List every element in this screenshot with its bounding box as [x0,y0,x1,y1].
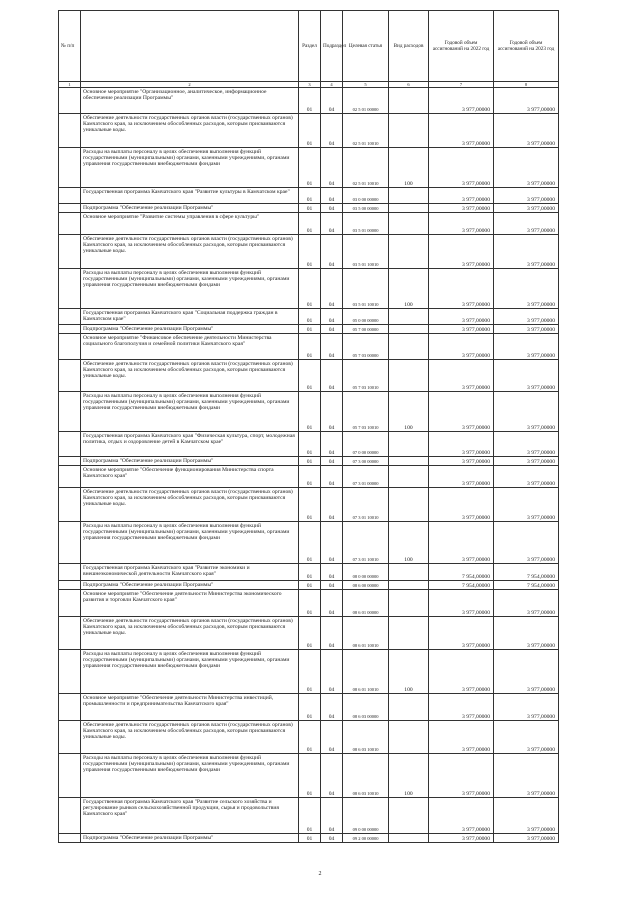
row-podrazdel: 04 [321,309,343,325]
col-header-name [81,11,299,82]
row-tselevaya: 08 0 00 00000 [343,564,389,581]
column-number: 3 [299,82,321,88]
row-num [59,213,81,235]
row-amount-2023: 3 977,00000 [494,466,559,488]
row-name: Обеспечение деятельности государственных органов власти (государственных органов) Камчатского края, за исключением обособленных расходов, которым присваиваются уникальные коды. [81,617,299,650]
row-vid [389,457,429,466]
row-amount-2022: 3 977,00000 [429,148,494,188]
table-header-row [59,11,559,82]
row-name: Обеспечение деятельности государственных органов власти (государственных органов) Камчатского края, за исключением обособленных расходов, которым присваиваются уникальные коды. [81,235,299,269]
row-tselevaya: 02 5 01 00000 [343,88,389,114]
row-num [59,392,81,432]
row-name: Основное мероприятие "Развитие системы управления в сфере культуры" [81,213,299,235]
table-row [59,392,559,432]
table-row [59,466,559,488]
row-tselevaya: 03 5 01 10010 [343,269,389,309]
row-name: Основное мероприятие "Организационное, аналитическое, информационное обеспечение реализации Программы" [81,88,299,114]
row-podrazdel: 04 [321,488,343,522]
row-num [59,204,81,213]
row-podrazdel: 04 [321,581,343,590]
row-amount-2022: 3 977,00000 [429,235,494,269]
column-number: 6 [389,82,429,88]
row-tselevaya: 07 0 00 00000 [343,432,389,457]
row-amount-2023: 3 977,00000 [494,488,559,522]
row-num [59,457,81,466]
row-vid [389,694,429,721]
row-tselevaya: 07 3 00 00000 [343,457,389,466]
row-name: Расходы на выплаты персоналу в целях обеспечения выполнения функций государственными (муниципальными) органами, казенными учреждениями, органами управления государственными внебюджетными фондами [81,754,299,798]
row-amount-2023: 3 977,00000 [494,360,559,392]
row-podrazdel: 04 [321,188,343,204]
row-tselevaya: 05 7 00 00000 [343,325,389,334]
row-vid [389,590,429,617]
row-num [59,148,81,188]
row-amount-2022: 3 977,00000 [429,360,494,392]
row-amount-2022: 3 977,00000 [429,466,494,488]
row-podrazdel: 04 [321,834,343,843]
row-amount-2022: 3 977,00000 [429,188,494,204]
row-razdel: 01 [299,754,321,798]
row-podrazdel: 04 [321,334,343,360]
row-tselevaya: 07 3 01 10010 [343,522,389,564]
row-razdel: 01 [299,617,321,650]
row-vid [389,114,429,148]
row-amount-2022: 3 977,00000 [429,617,494,650]
row-podrazdel: 04 [321,798,343,834]
row-num [59,522,81,564]
row-razdel: 01 [299,325,321,334]
row-num [59,325,81,334]
col-header-razdel: Раздел [299,11,321,82]
row-podrazdel: 04 [321,564,343,581]
row-amount-2023: 7 954,00000 [494,581,559,590]
row-name: Государственная программа Камчатского края "Социальная поддержка граждан в Камчатском крае" [81,309,299,325]
row-name: Обеспечение деятельности государственных органов власти (государственных органов) Камчатского края, за исключением обособленных расходов, которым присваиваются уникальные коды. [81,360,299,392]
row-name: Подпрограмма "Обеспечение реализации Программы" [81,581,299,590]
row-amount-2022: 7 954,00000 [429,581,494,590]
row-amount-2023: 3 977,00000 [494,269,559,309]
row-tselevaya: 08 6 00 00000 [343,581,389,590]
row-razdel: 01 [299,522,321,564]
row-amount-2022: 3 977,00000 [429,325,494,334]
page-number: 2 [318,871,322,877]
row-amount-2023: 3 977,00000 [494,88,559,114]
table-row [59,188,559,204]
row-vid [389,235,429,269]
row-razdel: 01 [299,721,321,754]
row-name: Расходы на выплаты персоналу в целях обеспечения выполнения функций государственными (муниципальными) органами, казенными учреждениями, органами управления государственными внебюджетными фондами [81,148,299,188]
table-row [59,650,559,694]
row-num [59,834,81,843]
row-amount-2022: 3 977,00000 [429,88,494,114]
row-vid [389,204,429,213]
row-tselevaya: 03 5 01 00000 [343,213,389,235]
row-tselevaya: 05 7 03 00000 [343,334,389,360]
col-header-2022: Годовой объем ассигнований на 2022 год [429,11,494,82]
row-vid [389,360,429,392]
row-num [59,617,81,650]
table-row [59,721,559,754]
row-num [59,488,81,522]
row-amount-2022: 3 977,00000 [429,798,494,834]
col-header-vid: Вид расходов [389,11,429,82]
row-num [59,269,81,309]
row-tselevaya: 08 6 03 10010 [343,754,389,798]
row-razdel: 01 [299,457,321,466]
row-vid [389,488,429,522]
row-name: Расходы на выплаты персоналу в целях обеспечения выполнения функций государственными (муниципальными) органами, казенными учреждениями, органами управления государственными внебюджетными фондами [81,269,299,309]
row-amount-2023: 3 977,00000 [494,309,559,325]
row-amount-2023: 3 977,00000 [494,432,559,457]
row-razdel: 01 [299,432,321,457]
row-tselevaya: 05 7 03 10010 [343,392,389,432]
table-row [59,88,559,114]
row-podrazdel: 04 [321,114,343,148]
row-tselevaya: 08 6 01 10010 [343,650,389,694]
row-podrazdel: 04 [321,148,343,188]
row-razdel: 01 [299,392,321,432]
row-razdel: 01 [299,213,321,235]
row-vid [389,721,429,754]
row-vid [389,325,429,334]
row-razdel: 01 [299,564,321,581]
row-amount-2022: 3 977,00000 [429,392,494,432]
row-name: Расходы на выплаты персоналу в целях обеспечения выполнения функций государственными (муниципальными) органами, казенными учреждениями, органами управления государственными внебюджетными фондами [81,522,299,564]
row-podrazdel: 04 [321,457,343,466]
column-number: 5 [343,82,389,88]
row-vid: 100 [389,269,429,309]
row-tselevaya: 05 7 03 10010 [343,360,389,392]
table-row [59,235,559,269]
table-row [59,581,559,590]
row-tselevaya: 08 6 03 10010 [343,721,389,754]
table-row [59,754,559,798]
row-razdel: 01 [299,269,321,309]
row-name: Расходы на выплаты персоналу в целях обеспечения выполнения функций государственными (муниципальными) органами, казенными учреждениями, органами управления государственными внебюджетными фондами [81,650,299,694]
row-razdel: 01 [299,334,321,360]
budget-table [58,10,559,843]
row-num [59,114,81,148]
row-tselevaya: 08 6 01 10010 [343,617,389,650]
table-row [59,590,559,617]
row-podrazdel: 04 [321,590,343,617]
row-podrazdel: 04 [321,650,343,694]
row-name: Подпрограмма "Обеспечение реализации Программы" [81,457,299,466]
row-podrazdel: 04 [321,617,343,650]
row-podrazdel: 04 [321,694,343,721]
row-name: Обеспечение деятельности государственных органов власти (государственных органов) Камчатского края, за исключением обособленных расходов, которым присваиваются уникальные коды. [81,488,299,522]
table-row [59,617,559,650]
row-tselevaya: 05 0 00 00000 [343,309,389,325]
row-amount-2022: 3 977,00000 [429,213,494,235]
row-tselevaya: 08 6 03 00000 [343,694,389,721]
row-vid [389,88,429,114]
row-num [59,334,81,360]
row-tselevaya: 03 5 00 00000 [343,204,389,213]
row-podrazdel: 04 [321,88,343,114]
row-razdel: 01 [299,204,321,213]
row-amount-2023: 3 977,00000 [494,325,559,334]
row-amount-2022: 3 977,00000 [429,694,494,721]
row-podrazdel: 04 [321,466,343,488]
row-tselevaya: 08 6 01 00000 [343,590,389,617]
row-razdel: 01 [299,581,321,590]
row-podrazdel: 04 [321,325,343,334]
row-amount-2022: 3 977,00000 [429,522,494,564]
row-name: Основное мероприятие "Финансовое обеспечение деятельности Министерства социального благополучия и семейной политики Камчатского края" [81,334,299,360]
row-podrazdel: 04 [321,235,343,269]
table-row [59,432,559,457]
row-podrazdel: 04 [321,522,343,564]
col-header-num: № п/п [59,11,81,82]
row-num [59,581,81,590]
table-row [59,457,559,466]
row-vid [389,564,429,581]
row-razdel: 01 [299,114,321,148]
column-number: 8 [494,82,559,88]
table-row [59,204,559,213]
row-amount-2023: 3 977,00000 [494,754,559,798]
row-amount-2023: 7 954,00000 [494,564,559,581]
row-podrazdel: 04 [321,269,343,309]
row-amount-2023: 3 977,00000 [494,694,559,721]
row-amount-2023: 3 977,00000 [494,650,559,694]
table-row [59,522,559,564]
table-row [59,213,559,235]
row-amount-2023: 3 977,00000 [494,188,559,204]
table-row [59,269,559,309]
row-name: Государственная программа Камчатского края "Развитие сельского хозяйства и регулирование рынков сельскохозяйственной продукции, сырья и продовольствия Камчатского края" [81,798,299,834]
row-num [59,694,81,721]
col-header-tselevaya: Целевая статья [343,11,389,82]
row-razdel: 01 [299,488,321,522]
row-podrazdel: 04 [321,360,343,392]
col-header-2023: Годовой объем ассигнований на 2023 год [494,11,559,82]
row-num [59,360,81,392]
row-name: Основное мероприятие "Обеспечение деятельности Министерства экономического развития и торговли Камчатского края" [81,590,299,617]
row-podrazdel: 04 [321,432,343,457]
row-tselevaya: 09 0 00 00000 [343,798,389,834]
row-vid [389,798,429,834]
row-amount-2023: 3 977,00000 [494,213,559,235]
row-num [59,235,81,269]
table-row [59,148,559,188]
row-name: Основное мероприятие "Обеспечение функционирования Министерства спорта Камчатского края" [81,466,299,488]
row-num [59,650,81,694]
row-amount-2022: 3 977,00000 [429,834,494,843]
row-tselevaya: 02 5 01 10010 [343,114,389,148]
row-razdel: 01 [299,309,321,325]
row-razdel: 01 [299,590,321,617]
table-row [59,114,559,148]
row-amount-2022: 3 977,00000 [429,204,494,213]
row-vid: 100 [389,392,429,432]
row-amount-2022: 3 977,00000 [429,721,494,754]
table-row [59,834,559,843]
row-vid: 100 [389,754,429,798]
row-amount-2022: 3 977,00000 [429,114,494,148]
row-name: Подпрограмма "Обеспечение реализации Программы" [81,834,299,843]
row-name: Обеспечение деятельности государственных органов власти (государственных органов) Камчатского края, за исключением обособленных расходов, которым присваиваются уникальные коды. [81,114,299,148]
row-razdel: 01 [299,360,321,392]
row-num [59,721,81,754]
row-num [59,564,81,581]
row-name: Подпрограмма "Обеспечение реализации Программы" [81,204,299,213]
table-row [59,360,559,392]
row-vid: 100 [389,148,429,188]
row-num [59,188,81,204]
row-razdel: 01 [299,650,321,694]
table-row [59,798,559,834]
row-tselevaya: 07 3 01 00000 [343,466,389,488]
row-vid [389,213,429,235]
row-amount-2023: 3 977,00000 [494,522,559,564]
table-row [59,325,559,334]
row-amount-2022: 3 977,00000 [429,650,494,694]
row-vid [389,309,429,325]
row-amount-2022: 3 977,00000 [429,590,494,617]
row-num [59,754,81,798]
col-header-podrazdel: Подраздел [321,11,343,82]
row-num [59,798,81,834]
row-amount-2023: 3 977,00000 [494,148,559,188]
row-amount-2023: 3 977,00000 [494,334,559,360]
row-amount-2022: 3 977,00000 [429,488,494,522]
row-vid [389,581,429,590]
row-vid [389,334,429,360]
row-amount-2022: 3 977,00000 [429,269,494,309]
row-razdel: 01 [299,88,321,114]
row-razdel: 01 [299,466,321,488]
column-number: 2 [81,82,299,88]
table-row [59,488,559,522]
row-name: Обеспечение деятельности государственных органов власти (государственных органов) Камчатского края, за исключением обособленных расходов, которым присваиваются уникальные коды. [81,721,299,754]
row-podrazdel: 04 [321,754,343,798]
row-name: Государственная программа Камчатского края "Физическая культура, спорт, молодежная политика, отдых и оздоровление детей в Камчатском крае" [81,432,299,457]
row-tselevaya: 07 3 01 10010 [343,488,389,522]
row-num [59,88,81,114]
row-vid: 100 [389,522,429,564]
row-vid [389,432,429,457]
row-amount-2023: 3 977,00000 [494,204,559,213]
row-amount-2023: 3 977,00000 [494,392,559,432]
row-amount-2023: 3 977,00000 [494,590,559,617]
row-vid [389,834,429,843]
row-amount-2023: 3 977,00000 [494,617,559,650]
row-num [59,432,81,457]
row-num [59,309,81,325]
table-body [59,88,559,843]
row-amount-2023: 3 977,00000 [494,721,559,754]
row-num [59,466,81,488]
row-num [59,590,81,617]
row-tselevaya: 03 5 01 10010 [343,235,389,269]
row-amount-2022: 3 977,00000 [429,309,494,325]
row-amount-2023: 3 977,00000 [494,834,559,843]
row-podrazdel: 04 [321,213,343,235]
row-vid [389,466,429,488]
row-razdel: 01 [299,148,321,188]
row-tselevaya: 02 5 01 10010 [343,148,389,188]
row-tselevaya: 09 2 00 00000 [343,834,389,843]
row-razdel: 01 [299,834,321,843]
column-number: 1 [59,82,81,88]
row-tselevaya: 03 0 00 00000 [343,188,389,204]
row-podrazdel: 04 [321,204,343,213]
row-amount-2023: 3 977,00000 [494,235,559,269]
row-name: Подпрограмма "Обеспечение реализации Программы" [81,325,299,334]
row-name: Государственная программа Камчатского края "Развитие экономики и внешнеэкономической деятельности Камчатского края" [81,564,299,581]
row-podrazdel: 04 [321,392,343,432]
row-name: Государственная программа Камчатского края "Развитие культуры в Камчатском крае" [81,188,299,204]
row-vid [389,188,429,204]
row-razdel: 01 [299,798,321,834]
row-podrazdel: 04 [321,721,343,754]
row-vid [389,617,429,650]
row-name: Расходы на выплаты персоналу в целях обеспечения выполнения функций государственными (муниципальными) органами, казенными учреждениями, органами управления государственными внебюджетными фондами [81,392,299,432]
row-amount-2023: 3 977,00000 [494,798,559,834]
row-amount-2023: 3 977,00000 [494,114,559,148]
table-row [59,334,559,360]
row-vid: 100 [389,650,429,694]
row-amount-2023: 3 977,00000 [494,457,559,466]
table-row [59,694,559,721]
row-amount-2022: 3 977,00000 [429,334,494,360]
column-number: 4 [321,82,343,88]
budget-table-sheet [58,10,558,843]
table-row [59,564,559,581]
row-razdel: 01 [299,694,321,721]
row-razdel: 01 [299,235,321,269]
row-razdel: 01 [299,188,321,204]
row-amount-2022: 3 977,00000 [429,457,494,466]
row-amount-2022: 3 977,00000 [429,754,494,798]
row-amount-2022: 7 954,00000 [429,564,494,581]
row-name: Основное мероприятие "Обеспечение деятельности Министерства инвестиций, промышленности и предпринимательства Камчатского края" [81,694,299,721]
row-amount-2022: 3 977,00000 [429,432,494,457]
table-row [59,309,559,325]
column-number: 7 [429,82,494,88]
